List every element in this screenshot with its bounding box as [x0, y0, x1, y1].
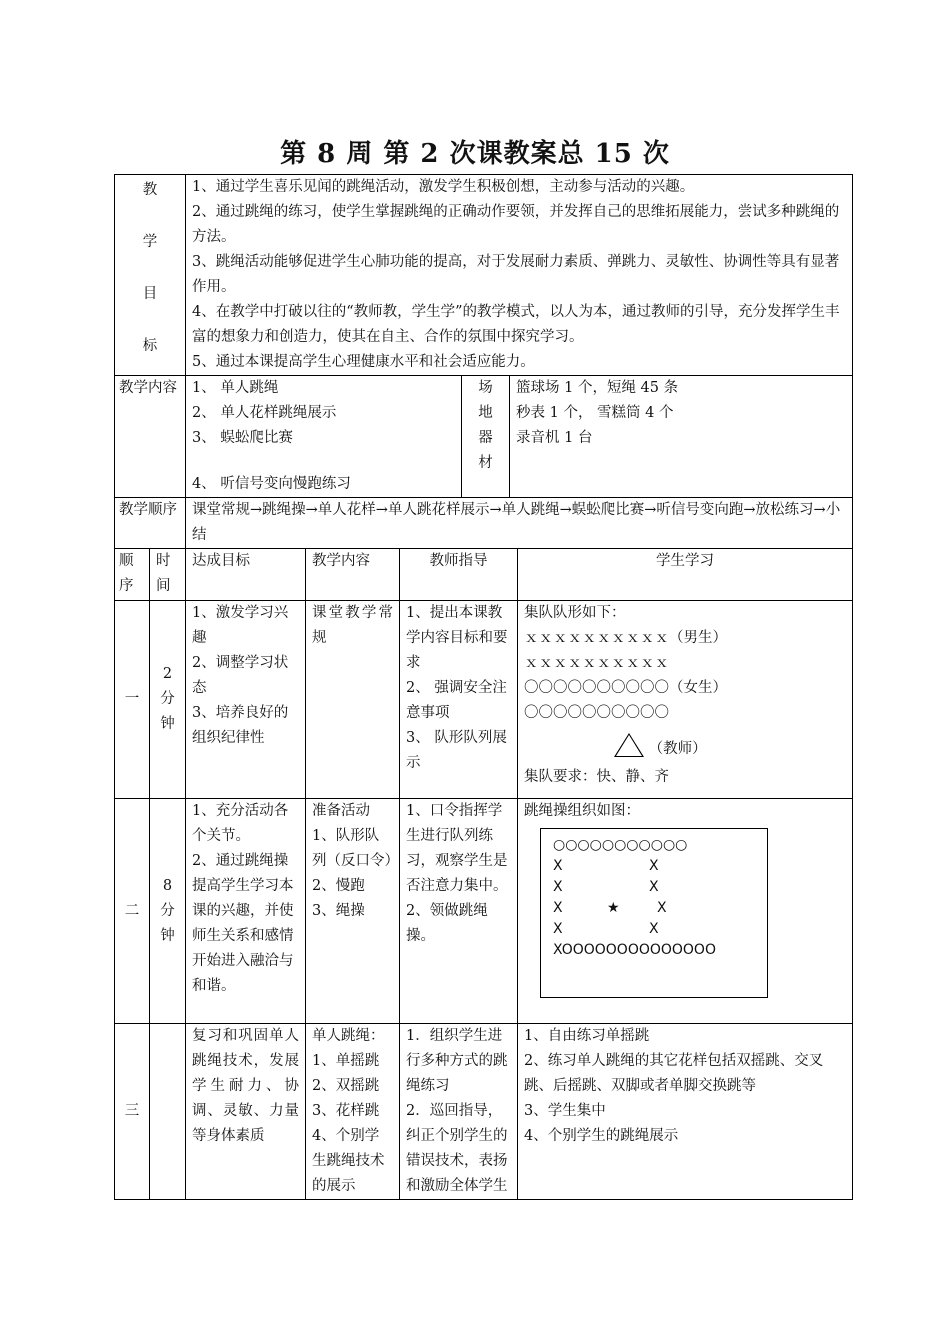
objective-item: 2、通过跳绳的练习，使学生掌握跳绳的正确动作要领，并发挥自己的思维拓展能力，尝试多种跳绳的方法。	[192, 204, 840, 245]
row-teacher: 1．组织学生进行多种方式的跳绳练习 2．巡回指导，纠正个别学生的错误技术，表扬和激励全体学生	[400, 1024, 518, 1200]
formation-diagram: ○○○○○○○○○○○ X X X X X ★ X X X XOOOOOOOOOOOOOO	[540, 828, 768, 998]
row-order: 二	[115, 799, 150, 1024]
objectives-row	[115, 175, 853, 376]
row-content: 课堂教学常规	[306, 601, 400, 799]
venue-items: 篮球场 1 个，短绳 45 条 秒表 1 个， 雪糕筒 4 个 录音机 1 台	[510, 376, 853, 498]
row-goal: 1、激发学习兴趣 2、调整学习状态 3、培养良好的组织纪律性	[186, 601, 306, 799]
table-row	[115, 601, 853, 799]
header-content: 教学内容	[306, 549, 400, 601]
row-teacher: 1、口令指挥学生进行队列练习，观察学生是否注意力集中。 2、领做跳绳操。	[400, 799, 518, 1024]
row-student: 跳绳操组织如图： ○○○○○○○○○○○ X X X X X ★ X X X XOOOOOOOOOOOOOO	[518, 799, 853, 1024]
sequence-label: 教学顺序	[115, 498, 186, 549]
objective-item: 3、跳绳活动能够促进学生心肺功能的提高，对于发展耐力素质、弹跳力、灵敏性、协调性等具有显著作用。	[192, 254, 840, 295]
star-icon: ★	[607, 900, 620, 916]
sequence-text: 课堂常规→跳绳操→单人花样→单人跳花样展示→单人跳绳→蜈蚣爬比赛→听信号变向跑→放松练习→小结	[186, 498, 853, 549]
table-row	[115, 1024, 853, 1200]
lesson-plan-table	[114, 174, 853, 1200]
content-items: 1、 单人跳绳 2、 单人花样跳绳展示 3、 蜈蚣爬比赛 4、 听信号变向慢跑练习	[186, 376, 462, 498]
triangle-icon	[614, 733, 644, 757]
objectives-label: 教 学 目 标	[115, 175, 186, 376]
header-time: 时间	[150, 549, 186, 601]
row-content: 准备活动 1、队形队列（反口令） 2、慢跑 3、绳操	[306, 799, 400, 1024]
row-order: 一	[115, 601, 150, 799]
page-title: 第 8 周 第 2 次课教案总 15 次	[280, 139, 670, 169]
content-label: 教学内容	[115, 376, 186, 498]
row-student: 1、自由练习单摇跳 2、练习单人跳绳的其它花样包括双摇跳、交叉跳、后摇跳、双脚或者单脚交换跳等 3、学生集中 4、个别学生的跳绳展示	[518, 1024, 853, 1200]
table-row	[115, 799, 853, 1024]
venue-label: 场 地 器 材	[462, 376, 510, 498]
row-goal: 1、充分活动各个关节。 2、通过跳绳操提高学生学习本课的兴趣，并使师生关系和感情开始进入融洽与和谐。	[186, 799, 306, 1024]
objective-item: 4、在教学中打破以往的“教师教，学生学”的教学模式，以人为本，通过教师的引导，充分发挥学生丰富的想象力和创造力，使其在自主、合作的氛围中探究学习。	[192, 304, 840, 345]
header-order: 顺序	[115, 549, 150, 601]
row-time: 2 分 钟	[150, 601, 186, 799]
row-time: 8 分 钟	[150, 799, 186, 1024]
header-teacher: 教师指导	[400, 549, 518, 601]
header-goal: 达成目标	[186, 549, 306, 601]
row-content: 单人跳绳： 1、单摇跳 2、双摇跳 3、花样跳 4、个别学生跳绳技术的展示	[306, 1024, 400, 1200]
objective-item: 1、通过学生喜乐见闻的跳绳活动，激发学生积极创想，主动参与活动的兴趣。	[192, 179, 695, 195]
objectives-text	[186, 175, 853, 376]
sequence-row	[115, 498, 853, 549]
content-row	[115, 376, 853, 498]
row-time	[150, 1024, 186, 1200]
objective-item: 5、通过本课提高学生心理健康水平和社会适应能力。	[192, 354, 535, 370]
header-student: 学生学习	[518, 549, 853, 601]
header-row	[115, 549, 853, 601]
row-order: 三	[115, 1024, 150, 1200]
row-goal: 复习和巩固单人跳绳技术，发展学生耐力、协调、灵敏、力量等身体素质	[186, 1024, 306, 1200]
row-student: 集队队形如下： ｘｘｘｘｘｘｘｘｘｘ（男生） ｘｘｘｘｘｘｘｘｘｘ 〇〇〇〇〇〇〇〇〇〇（女生） 〇〇〇〇〇〇〇〇〇〇 （教师） 集队要求：快、静、齐	[518, 601, 853, 799]
row-teacher: 1、提出本课教学内容目标和要求 2、 强调安全注意事项 3、 队形队列展示	[400, 601, 518, 799]
teacher-position: （教师）	[614, 733, 846, 762]
